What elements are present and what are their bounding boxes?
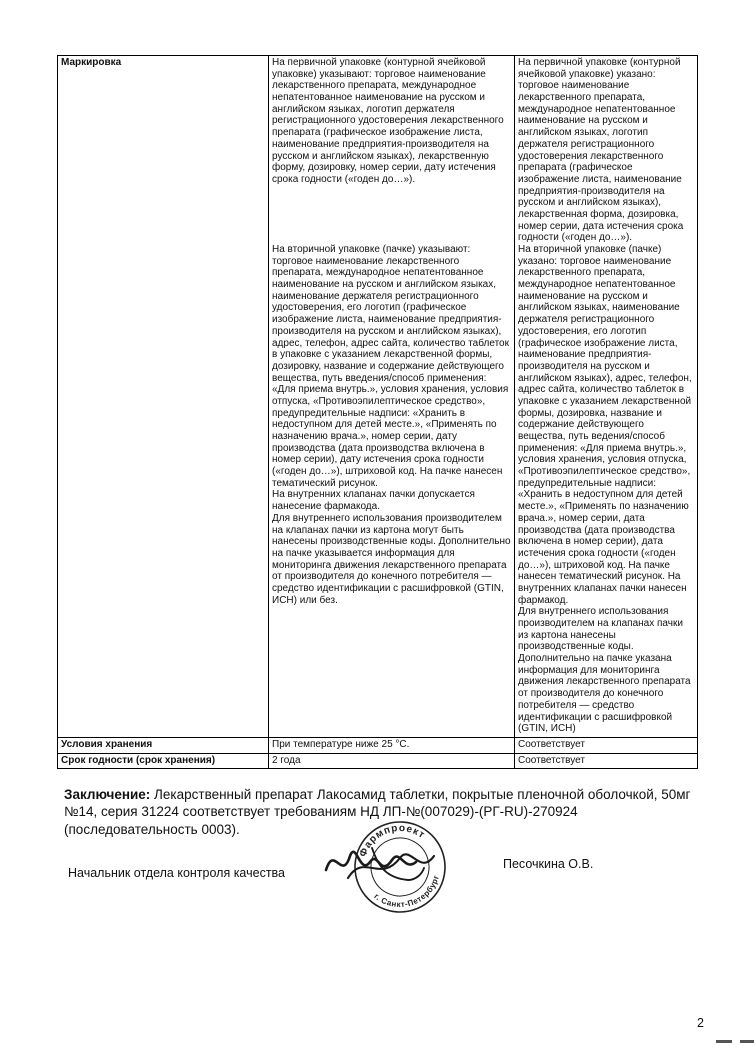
crop-mark <box>740 1040 754 1043</box>
row-label-shelf-life: Срок годности (срок хранения) <box>58 754 269 769</box>
row-label-marking: Маркировка <box>58 56 269 738</box>
crop-mark <box>716 1040 732 1043</box>
row-label-storage: Условия хранения <box>58 738 269 754</box>
page-number: 2 <box>697 1016 704 1030</box>
marking-actual-p1: На первичной упаковке (контурной ячейковой упаковке) указано: торговое наименование лекарственного препарата, международное непатентованное наименование на русском и английском языках, логотип держателя регистрационного удостоверения лекарственного препарата (графическое изображение листа, наименование предприятия-производителя на русском и английском языках), лекарственная форма, дозировка, номер серии, дата истечения срока годности («годен до…»). <box>518 57 684 244</box>
marking-declared-rest <box>269 244 515 738</box>
stamp-bottom-text: г. Санкт-Петербург <box>372 873 441 910</box>
conclusion-label: Заключение: <box>64 787 151 802</box>
signature-stroke-3 <box>372 848 424 880</box>
storage-actual: Соответствует <box>515 738 697 754</box>
shelf-life-declared: 2 года <box>269 754 515 769</box>
marking-declared-p3: На внутренних клапанах пачки допускается нанесение фармакода. <box>272 489 475 513</box>
storage-declared: При температуре ниже 25 °С. <box>269 738 515 754</box>
specification-table <box>57 55 698 769</box>
conclusion-text: Лекарственный препарат Лакосамид таблетки, покрытые пленочной оболочкой, 50мг №14, серия 31224 соответствует требованиям НД ЛП-№(007029)-(РГ-RU)-270924 (последовательность 0003). <box>64 787 691 837</box>
marking-declared-p4: Для внутреннего использования производителем на клапанах пачки из картона могут быть нанесены производственные коды. Дополнительно на пачке указывается информация для мониторинга движения лекарственного препарата от производителя до конечного потребителя — средство идентификации с расшифровкой (GTIN, ИСН) или без. <box>272 512 511 606</box>
marking-declared-p1: На первичной упаковке (контурной ячейковой упаковке) указывают: торговое наименование лекарственного препарата, международное непатентованное наименование на русском и английском языках, логотип держателя регистрационного удостоверения лекарственного препарата (графическое изображение листа, наименование предприятия-производителя на русском и английском языках), лекарственную форму, дозировку, номер серии, дату истечения срока годности («годен до…»). <box>269 56 515 244</box>
marking-actual-p3: Для внутреннего использования производителем на клапанах пачки из картона нанесены производственные коды. Дополнительно на пачке указана информация для мониторинга движения лекарственного препарата от производителя до конечного потребителя — средство идентификации с расшифровкой (GTIN, ИСН) <box>518 606 691 735</box>
stamp-top-text: Фармпроект <box>357 822 428 859</box>
marking-actual-rest <box>515 244 697 738</box>
signer-name: Песочкина О.В. <box>503 857 594 871</box>
signature-ink <box>320 832 470 894</box>
shelf-life-actual: Соответствует <box>518 754 585 766</box>
signer-role: Начальник отдела контроля качества <box>68 866 286 880</box>
marking-actual-p2: На вторичной упаковке (пачке) указано: торговое наименование лекарственного препарата, международное непатентованное наименование на русском и английском языках, наименование держателя регистрационного удостоверения, его логотип (графическое изображение листа, наименование предприятия-производителя на русском и английском языках), адрес, телефон, адрес сайта, количество таблеток в упаковке с указанием лекарственной формы, дозировка, название и содержание действующего вещества, путь ведения/способ применения: «Для приема внутрь.», условия хранения, условия отпуска, «Противоэпилептическое средство», предупредительные надписи: «Хранить в недоступном для детей месте.», «Применять по назначению врача.», номер серии, дата производства (дата производства включена в номер серии), дата истечения срока годности («годен до…»), штриховой код. На пачке нанесен тематический рисунок. На внутренних клапанах пачки нанесен фармакод. <box>518 244 692 606</box>
marking-declared-p2: На вторичной упаковке (пачке) указывают: торговое наименование лекарственного препарата, международное непатентованное наименование на русском и английском языках, наименование держателя регистрационного удостоверения, его логотип (графическое изображение листа, наименование предприятия-производителя на русском и английском языках), адрес, телефон, адрес сайта, количество таблеток в упаковке с указанием лекарственной формы, дозировку, название и содержание действующего вещества, путь введения/способ применения: «Для приема внутрь.», условия хранения, условия отпуска, «Противоэпилептическое средство», предупредительные надписи: «Хранить в недоступном для детей месте.», «Применять по назначению врача.», номер серии, дату производства (дата производства включена в номер серии), дату истечения срока годности («годен до…»), штриховой код. На пачке нанесен тематический рисунок. <box>272 244 509 489</box>
